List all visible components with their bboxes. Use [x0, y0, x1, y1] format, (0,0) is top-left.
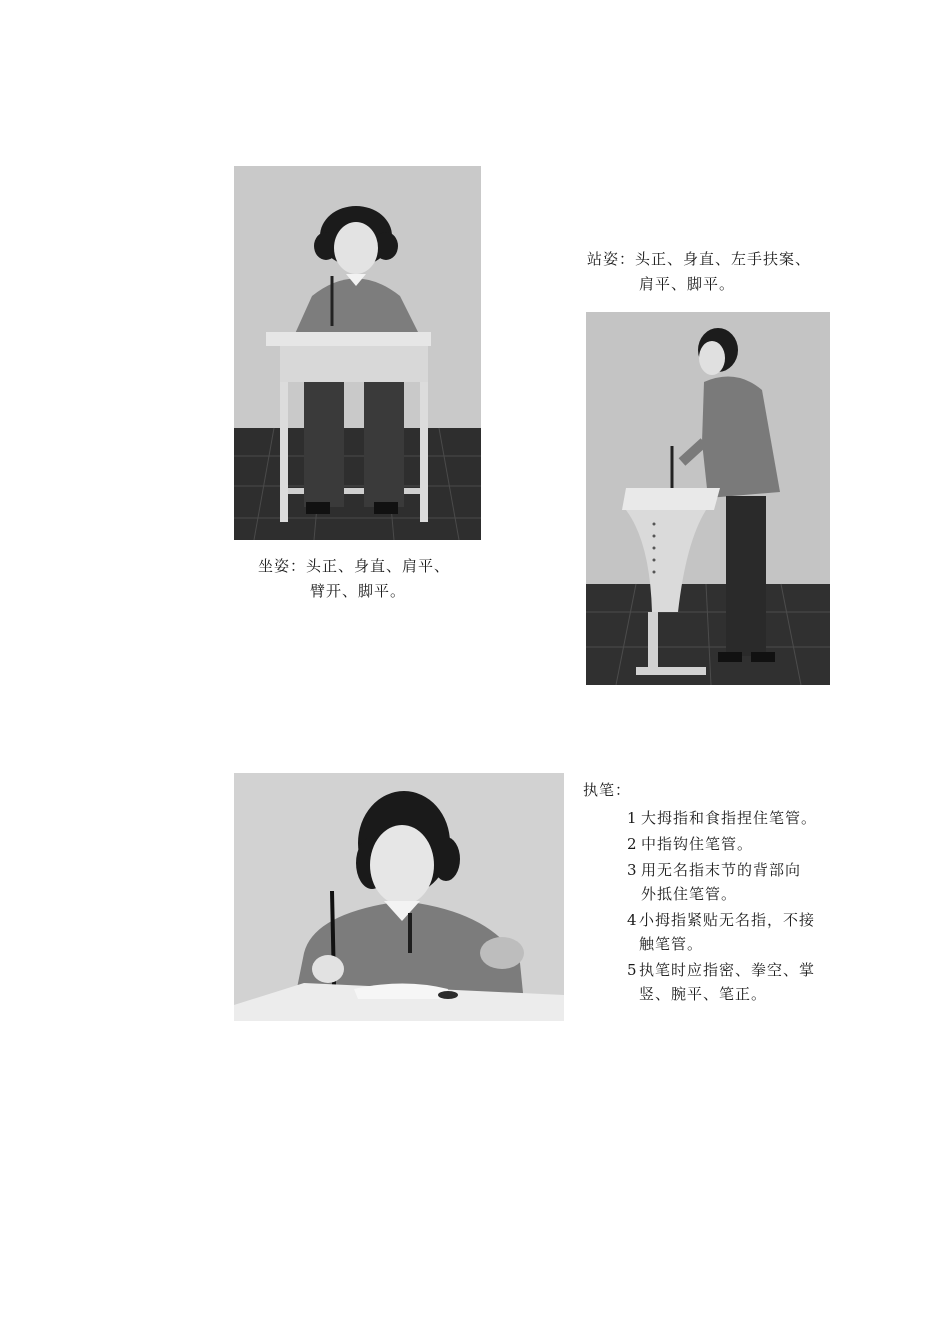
step-number: 5	[627, 961, 638, 979]
step-text-continued: 外抵住笔管。	[641, 885, 738, 903]
step-number: 3	[627, 861, 638, 879]
step-text: 中指钩住笔管。	[641, 835, 754, 853]
sitting-posture-photo	[234, 166, 481, 540]
instruction-step	[583, 908, 817, 956]
instruction-step	[583, 858, 817, 906]
sitting-caption-line-1: 坐姿：头正、身直、肩平、	[258, 557, 451, 575]
standing-posture-caption	[587, 247, 811, 297]
step-text: 用无名指末节的背部向	[641, 861, 802, 879]
instruction-step	[583, 958, 817, 1006]
brush-holding-title: 执笔：	[583, 781, 632, 799]
step-number: 4	[627, 911, 638, 929]
sitting-caption-line-2: 臂开、脚平。	[310, 582, 407, 600]
step-text: 小拇指紧贴无名指，不接	[639, 911, 816, 929]
brush-holding-photo	[234, 773, 564, 1021]
instruction-step	[583, 832, 817, 856]
step-text-continued: 触笔管。	[639, 935, 704, 953]
step-text: 执笔时应指密、拳空、掌	[639, 961, 816, 979]
standing-caption-line-1: 站姿：头正、身直、左手扶案、	[587, 250, 812, 268]
standing-posture-photo	[586, 312, 830, 685]
step-number: 2	[627, 835, 638, 853]
standing-caption-line-2: 肩平、脚平。	[639, 275, 736, 293]
instruction-step	[583, 806, 817, 830]
step-text-continued: 竖、腕平、笔正。	[639, 985, 768, 1003]
sitting-posture-caption	[258, 554, 450, 604]
step-number: 1	[627, 809, 638, 827]
step-text: 大拇指和食指捏住笔管。	[641, 809, 818, 827]
brush-holding-instructions	[583, 778, 817, 1008]
